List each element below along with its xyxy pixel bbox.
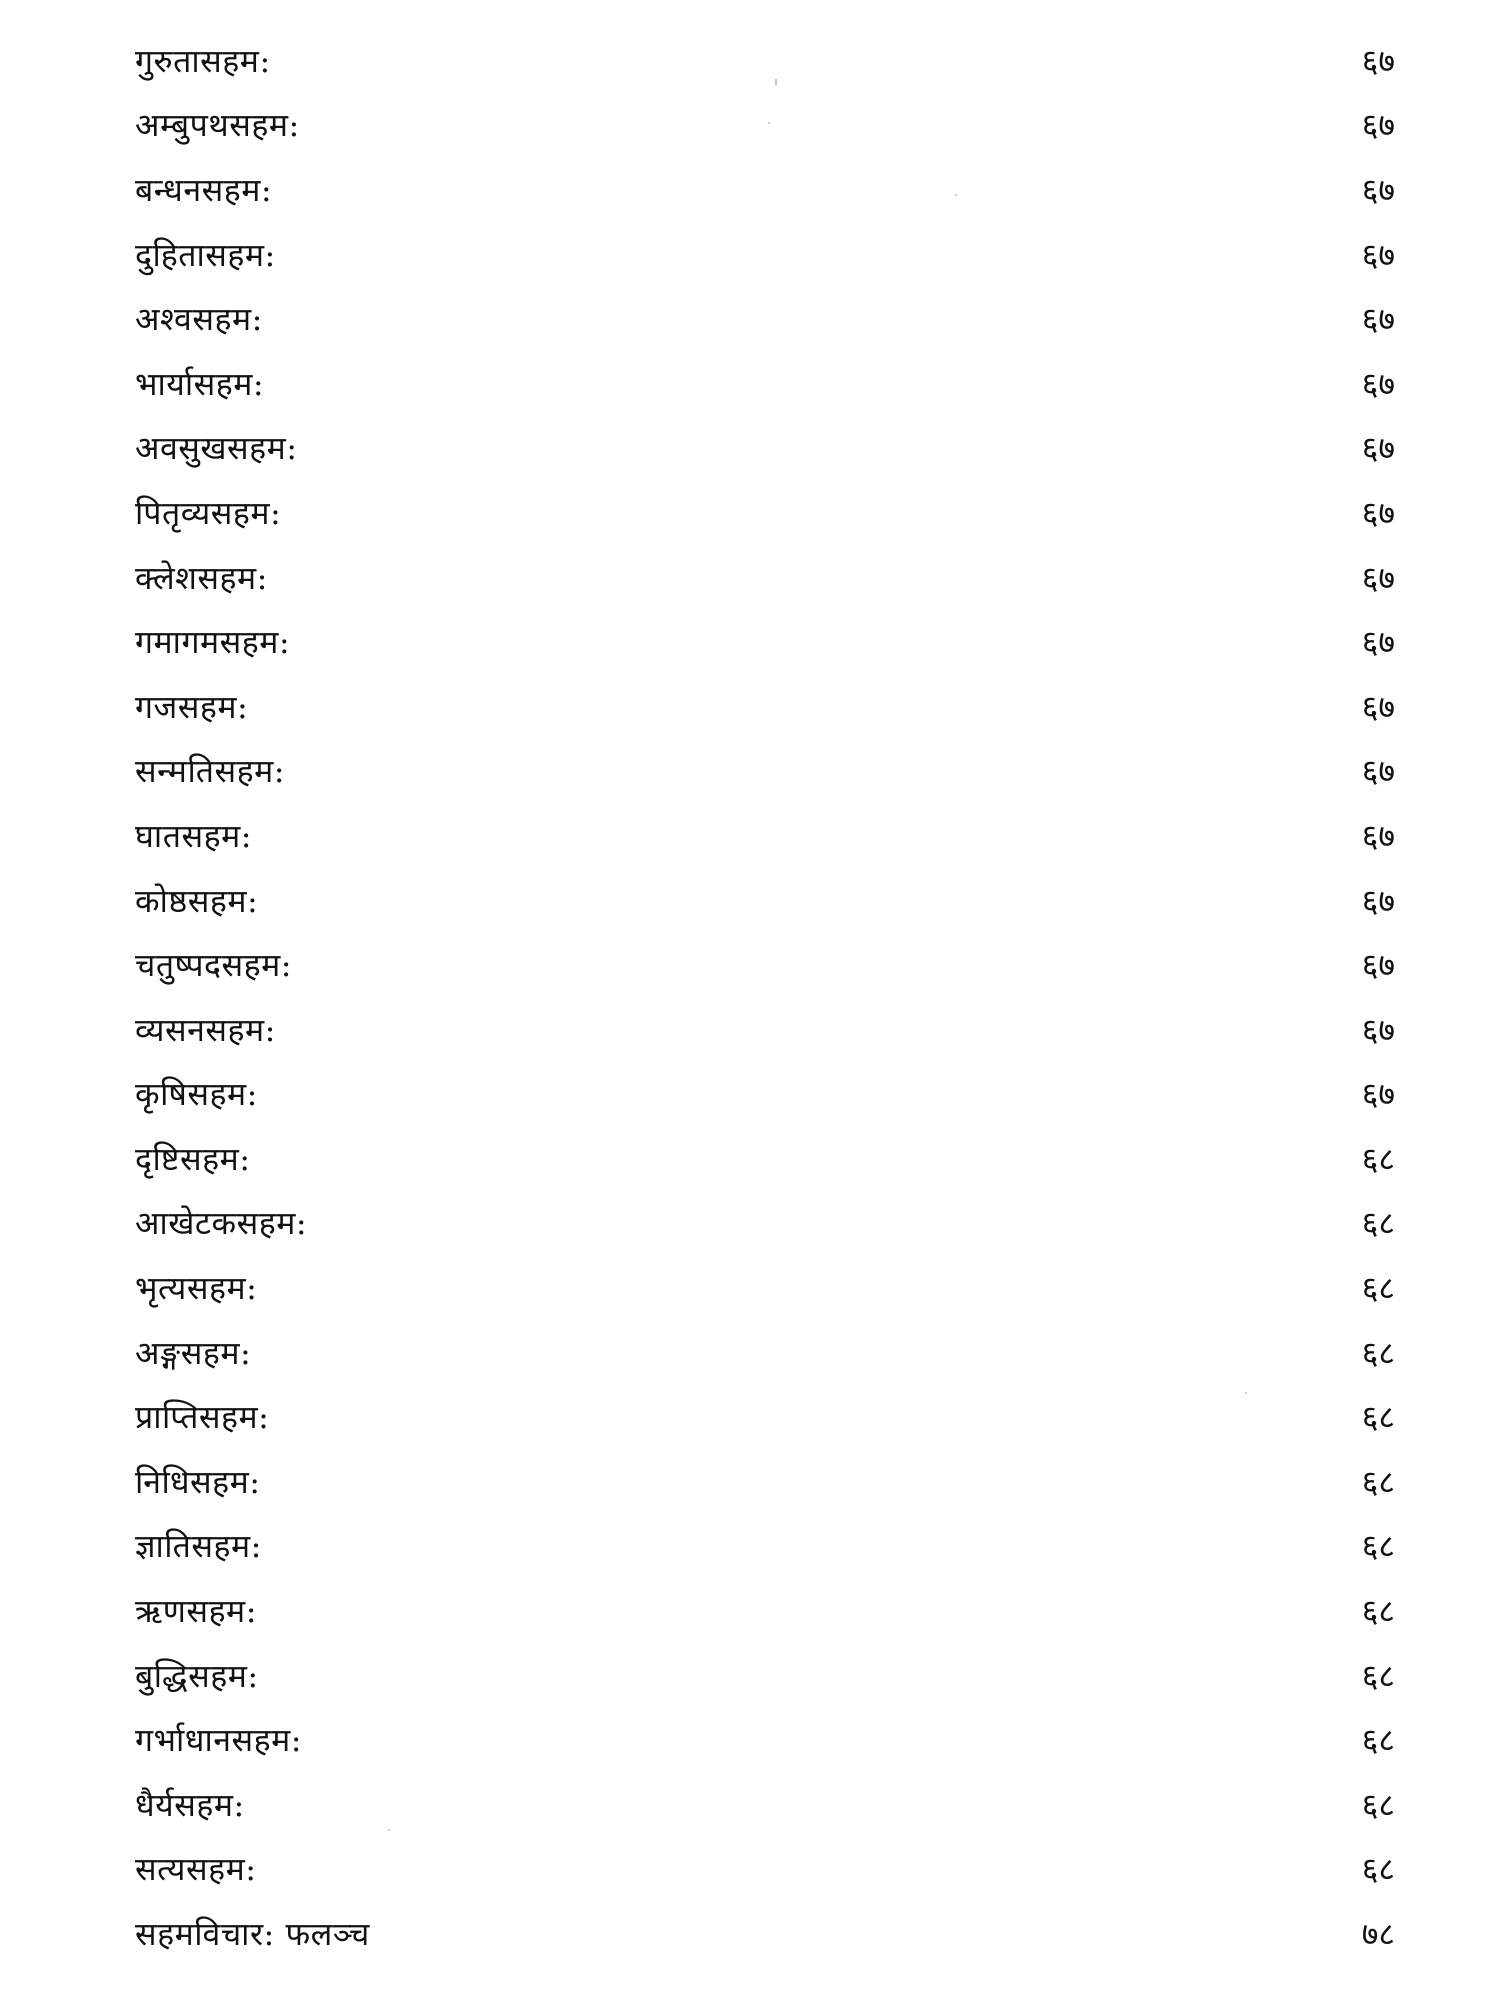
- toc-entry: [135, 351, 1405, 416]
- entry-page-number: ७८: [1361, 1915, 1395, 1954]
- entry-title: कृषिसहम:: [135, 1075, 258, 1114]
- entry-title: पितृव्यसहम:: [135, 493, 282, 532]
- table-of-contents-list: [135, 28, 1405, 1966]
- entry-page-number: ६८: [1361, 1656, 1395, 1695]
- entry-page-number: ६८: [1361, 1204, 1395, 1243]
- scan-speck: [775, 78, 777, 86]
- entry-title: सहमविचार: फलञ्च: [135, 1915, 370, 1954]
- toc-entry: [135, 1837, 1405, 1902]
- entry-page-number: ६७: [1361, 300, 1395, 339]
- scan-speck: [1245, 1392, 1247, 1394]
- scan-speck: [955, 194, 957, 196]
- toc-entry: [135, 1126, 1405, 1191]
- entry-page-number: ६८: [1361, 1462, 1395, 1501]
- toc-entry: [135, 1255, 1405, 1320]
- toc-entry: [135, 1578, 1405, 1643]
- entry-page-number: ६७: [1361, 106, 1395, 145]
- entry-page-number: ६७: [1361, 881, 1395, 920]
- toc-entry: [135, 932, 1405, 997]
- entry-title: निधिसहम:: [135, 1462, 261, 1501]
- toc-entry: [135, 997, 1405, 1062]
- toc-entry: [135, 1320, 1405, 1385]
- toc-entry: [135, 286, 1405, 351]
- scan-speck: [768, 122, 770, 124]
- entry-title: कोष्ठसहम:: [135, 881, 259, 920]
- entry-page-number: ६८: [1361, 1721, 1395, 1760]
- toc-entry: [135, 157, 1405, 222]
- toc-entry: [135, 1384, 1405, 1449]
- toc-entry: [135, 674, 1405, 739]
- toc-entry: [135, 28, 1405, 93]
- entry-title: अम्बुपथसहम:: [135, 106, 300, 145]
- entry-page-number: ६८: [1361, 1269, 1395, 1308]
- toc-entry: [135, 1901, 1405, 1966]
- entry-page-number: ६७: [1361, 816, 1395, 855]
- entry-title: सत्यसहम:: [135, 1850, 257, 1889]
- entry-page-number: ६७: [1361, 1010, 1395, 1049]
- entry-page-number: ६७: [1361, 1075, 1395, 1114]
- entry-page-number: ६७: [1361, 235, 1395, 274]
- toc-entry: [135, 222, 1405, 287]
- entry-page-number: ६८: [1361, 1139, 1395, 1178]
- toc-entry: [135, 480, 1405, 545]
- toc-entry: [135, 1449, 1405, 1514]
- entry-title: चतुष्पदसहम:: [135, 946, 293, 985]
- entry-title: अश्वसहम:: [135, 300, 263, 339]
- toc-entry: [135, 1772, 1405, 1837]
- entry-page-number: ६७: [1361, 493, 1395, 532]
- entry-page-number: ६७: [1361, 170, 1395, 209]
- entry-title: बुद्धिसहम:: [135, 1656, 259, 1695]
- entry-page-number: ६७: [1361, 41, 1395, 80]
- toc-entry: [135, 868, 1405, 933]
- entry-title: गमागमसहम:: [135, 623, 291, 662]
- entry-title: घातसहम:: [135, 816, 252, 855]
- entry-title: आखेटकसहम:: [135, 1204, 308, 1243]
- toc-entry: [135, 739, 1405, 804]
- entry-title: व्यसनसहम:: [135, 1010, 276, 1049]
- entry-page-number: ६७: [1361, 558, 1395, 597]
- entry-title: भार्यासहम:: [135, 364, 265, 403]
- entry-title: प्राप्तिसहम:: [135, 1398, 270, 1437]
- entry-title: अवसुखसहम:: [135, 429, 298, 468]
- entry-title: सन्मतिसहम:: [135, 752, 286, 791]
- entry-title: ऋणसहम:: [135, 1592, 257, 1631]
- toc-entry: [135, 1191, 1405, 1256]
- entry-title: दुहितासहम:: [135, 235, 276, 274]
- toc-entry: [135, 803, 1405, 868]
- entry-title: बन्धनसहम:: [135, 170, 273, 209]
- entry-title: अङ्गसहम:: [135, 1333, 252, 1372]
- toc-entry: [135, 545, 1405, 610]
- entry-title: दृष्टिसहम:: [135, 1139, 251, 1178]
- entry-page-number: ६८: [1361, 1527, 1395, 1566]
- entry-page-number: ६८: [1361, 1398, 1395, 1437]
- entry-page-number: ६८: [1361, 1333, 1395, 1372]
- toc-entry: [135, 93, 1405, 158]
- toc-entry: [135, 1707, 1405, 1772]
- toc-entry: [135, 1514, 1405, 1579]
- entry-title: गर्भाधानसहम:: [135, 1721, 303, 1760]
- entry-title: गुरुतासहम:: [135, 41, 271, 80]
- entry-title: भृत्यसहम:: [135, 1269, 258, 1308]
- entry-title: क्लेशसहम:: [135, 558, 268, 597]
- scan-speck: [388, 1829, 390, 1831]
- entry-page-number: ६७: [1361, 752, 1395, 791]
- toc-entry: [135, 1643, 1405, 1708]
- toc-entry: [135, 609, 1405, 674]
- entry-page-number: ६७: [1361, 687, 1395, 726]
- entry-title: गजसहम:: [135, 687, 249, 726]
- toc-entry: [135, 1062, 1405, 1127]
- entry-page-number: ६७: [1361, 364, 1395, 403]
- toc-entry: [135, 416, 1405, 481]
- entry-page-number: ६७: [1361, 623, 1395, 662]
- entry-page-number: ६८: [1361, 1850, 1395, 1889]
- entry-page-number: ६७: [1361, 946, 1395, 985]
- entry-title: ज्ञातिसहम:: [135, 1527, 262, 1566]
- entry-page-number: ६८: [1361, 1785, 1395, 1824]
- entry-page-number: ६७: [1361, 429, 1395, 468]
- entry-title: धैर्यसहम:: [135, 1785, 245, 1824]
- entry-page-number: ६८: [1361, 1592, 1395, 1631]
